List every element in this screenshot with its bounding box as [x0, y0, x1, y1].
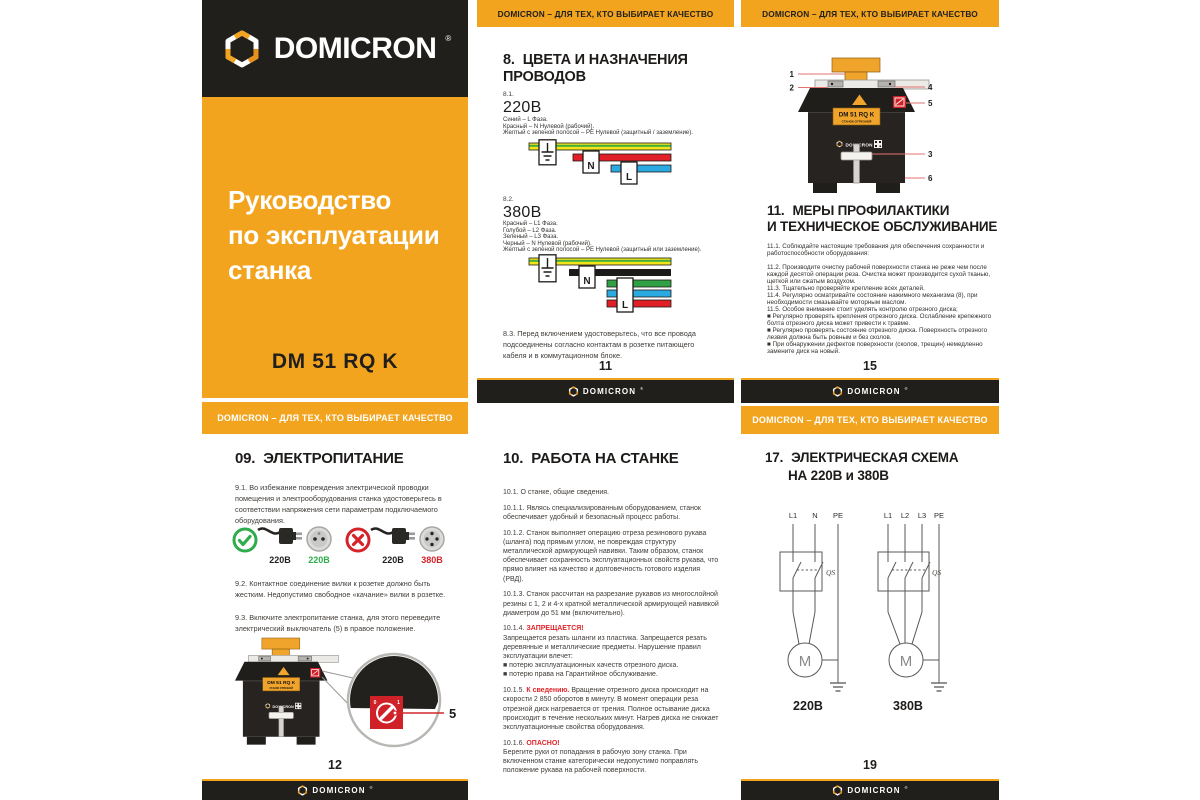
plug-icon	[258, 528, 280, 533]
paragraph-9-1: 9.1. Во избежание повреждения электрической проводки помещения и электрооборудования станка удостоверьтесь в соответствии напряжения сети параметрам подключаемого оборудования.	[235, 483, 442, 525]
registered-mark: ®	[445, 34, 452, 43]
page-number: 19	[863, 758, 877, 772]
section-8-heading-line2: ПРОВОДОВ	[503, 69, 586, 85]
callout-1: 1	[789, 70, 794, 79]
page-footer: DOMICRON ®	[741, 378, 999, 403]
callout-3: 3	[928, 150, 933, 159]
bullet-11-5c: ■ При обнаружении дефектов поверхности (сколов, трещин) немедленно замените диск на новый.	[767, 341, 983, 355]
domicron-logo-icon	[832, 386, 843, 397]
schematic-caption-220: 220В	[793, 699, 823, 713]
schematic-label-pe: PE	[933, 511, 945, 520]
paragraph-9-2: 9.2. Контактное соединение вилки к розетке должно быть жестким. Недопустимо свободное «качание» вилки в розетке.	[235, 579, 446, 599]
section-8-heading: 8. ЦВЕТА И НАЗНАЧЕНИЯ	[503, 52, 688, 68]
model-name: DM 51 RQ K	[271, 350, 399, 373]
section-10-heading: 10. РАБОТА НА СТАНКЕ	[503, 450, 679, 467]
page-footer: DOMICRON ®	[477, 378, 734, 403]
tagline-bar	[202, 402, 468, 434]
bullet-10-1-4a: ■ потерю эксплуатационных качеств отрезного диска.	[503, 662, 679, 670]
paragraph-10-1-2: 10.1.2. Станок выполняет операцию отреза резинового рукава (шланга) под прямым углом, не повреждая структуру металлической армирующей навивки. Таким образом, станок обеспечивает сохранность эксплуатационных свойств рукава, что прямо влияет на качество и долговечность готового изделия (РВД).	[503, 529, 719, 583]
section-11-body	[767, 243, 999, 355]
paragraph-10-1-5: 10.1.5. К сведению. Вращение отрезного диска происходит на скорости 2 850 оборотов в минуту. В момент операции реза отрезной диск нагревается от трения. Полное остывание диска происходит в течение нескольких минут. Нагрев диска не снижает эксплуатационные свойства оборудования.	[503, 687, 719, 731]
v220-title: 220В	[503, 99, 542, 116]
motor-symbol: M	[899, 653, 913, 670]
paragraph-10-1-6: 10.1.6. ОПАСНО! Берегите руки от попадания в рабочую зону станка. При включенном станке категорически недопустимо поправлять положение рукава на рабочей поверхности.	[503, 739, 698, 775]
domicron-logo-icon	[297, 785, 308, 796]
machine-switch-illustration	[202, 636, 468, 766]
paragraph-11-5: 11.5. Особое внимание стоит уделять контролю отрезного диска;	[767, 306, 958, 313]
cover-header	[202, 0, 468, 97]
v220-legend: Синий – L Фаза. Красный – N Нулевой (рабочий). Желтый с зеленой полосой – PE Нулевой (защитный / заземление).	[503, 117, 693, 137]
svg-text:N: N	[583, 276, 591, 287]
voltage-label: 220В	[382, 555, 404, 565]
paragraph-10-1-3: 10.1.3. Станок рассчитан на разрезание рукавов из многослойной резины с 1, 2 и 4-х кратной металлической армирующей навивкой диаметром до 51 мм (включительно).	[503, 591, 719, 617]
schematic-label-l3: L3	[917, 511, 927, 520]
tagline-bar	[477, 0, 734, 27]
switch-on-mark: 1	[397, 700, 400, 706]
column-middle	[477, 0, 734, 800]
section-10-body	[503, 488, 721, 782]
callout-2: 2	[789, 83, 794, 93]
paragraph-8-3: 8.3. Перед включением удостоверьтесь, что все провода подсоединены согласно контактам в розетке питающего кабеля и в коммутационном блоке.	[503, 329, 696, 360]
domicron-logo-icon	[568, 386, 579, 397]
tagline-text: DOMICRON – ДЛЯ ТЕХ, КТО ВЫБИРАЕТ КАЧЕСТВО	[217, 413, 453, 423]
cover-page	[202, 97, 468, 398]
voltage-label: 220В	[308, 555, 330, 565]
bullet-11-5b: ■ Регулярно проверять состояние отрезного диска. Поверхность отрезного лезвия должна быть ровным и без сколов.	[767, 327, 988, 341]
page-footer: DOMICRON ®	[202, 779, 468, 800]
schematic-label-qs: QS	[932, 568, 942, 577]
brand-wordmark: DOMICRON	[273, 31, 437, 65]
clause-8-1: 8.1.	[503, 91, 514, 98]
domicron-logo-icon	[832, 785, 843, 796]
v380-title: 380В	[503, 204, 542, 221]
schematic-label-n: N	[812, 511, 818, 520]
callout-5: 5	[928, 99, 933, 108]
column-cover	[202, 0, 468, 800]
cover-title-line: по эксплуатации	[228, 220, 440, 250]
schematic-label-qs: QS	[826, 568, 836, 577]
section-17-heading: 17. ЭЛЕКТРИЧЕСКАЯ СХЕМА	[765, 450, 959, 465]
svg-text:L: L	[625, 172, 633, 183]
electric-schematic	[741, 500, 999, 715]
cover-title-line: Руководство	[228, 185, 392, 215]
callout-4: 4	[928, 83, 933, 92]
schematic-label-pe: PE	[832, 511, 844, 520]
callout-6: 6	[928, 174, 933, 183]
section-9-heading: 09. ЭЛЕКТРОПИТАНИЕ	[235, 450, 404, 467]
section-11-heading: 11. МЕРЫ ПРОФИЛАКТИКИ	[767, 203, 950, 218]
schematic-label-l1: L1	[883, 511, 893, 520]
paragraph-11-1: 11.1. Соблюдайте настоящие требования для обеспечения сохранности и работоспособности оборудования:	[767, 243, 985, 257]
wire-l-blue	[611, 165, 671, 172]
wire-diagram-220	[525, 139, 677, 187]
tagline-text: DOMICRON – ДЛЯ ТЕХ, КТО ВЫБИРАЕТ КАЧЕСТВО	[752, 415, 988, 425]
clause-8-2: 8.2.	[503, 196, 514, 203]
cover-title-line: станка	[228, 255, 312, 285]
tagline-text: DOMICRON – ДЛЯ ТЕХ, КТО ВЫБИРАЕТ КАЧЕСТВО	[497, 8, 714, 19]
svg-text:N: N	[587, 161, 595, 172]
domicron-logo-icon	[219, 26, 265, 72]
schematic-label-l1: L1	[788, 511, 798, 520]
schematic-label-l2: L2	[900, 511, 910, 520]
paragraph-9-3: 9.3. Включите электропитание станка, для этого переведите электрический выключатель (5) в правое положение.	[235, 613, 441, 633]
plug-icon	[371, 528, 393, 533]
page-number: 12	[328, 758, 342, 772]
section-17-heading-line2: НА 220В и 380В	[788, 468, 889, 483]
switch-off-mark: 0	[373, 700, 377, 706]
section-11-heading-line2: И ТЕХНИЧЕСКОЕ ОБСЛУЖИВАНИЕ	[767, 219, 998, 234]
bullet-10-1-4b: ■ потерю права на Гарантийное обслуживание.	[503, 671, 658, 679]
paragraph-10-1: 10.1. О станке, общие сведения.	[503, 489, 609, 496]
bullet-11-5a: ■ Регулярно проверять крепления отрезного диска. Ослабление крепежного болта отрезного диска может привести к травме.	[767, 313, 992, 327]
paragraph-11-4: 11.4. Регулярно осматривайте состояние нажимного механизма (8), при необходимости смазывайте моторным маслом.	[767, 292, 978, 306]
paragraph-10-1-4: 10.1.4. ЗАПРЕЩАЕТСЯ! Запрещается резать шланги из пластика. Запрещается резать деревянные и металлические предметы. Нарушение правил эксплуатации влечет:	[503, 625, 707, 661]
tagline-text: DOMICRON – ДЛЯ ТЕХ, КТО ВЫБИРАЕТ КАЧЕСТВО	[762, 8, 978, 19]
callout-5: 5	[449, 706, 457, 721]
page-footer: DOMICRON ®	[741, 779, 999, 800]
tagline-bar	[741, 406, 999, 434]
voltage-label: 380В	[421, 555, 443, 565]
page-number: 15	[863, 359, 877, 373]
voltage-label: 220В	[269, 555, 291, 565]
machine-callout-illustration	[741, 48, 999, 198]
svg-text:L: L	[621, 300, 629, 311]
power-compatibility-icons	[232, 524, 448, 566]
schematic-caption-380: 380В	[893, 699, 923, 713]
paragraph-10-1-1: 10.1.1. Являсь специализированным оборудованием, станок обеспечивает удобный и безопасный процесс работы.	[503, 504, 701, 521]
tagline-bar	[741, 0, 999, 27]
v380-legend: Красный – L1 Фаза. Голубой – L2 Фаза. Зеленый – L3 Фаза. Черный – N Нулевой (рабочий). Желтый с зеленой полосой – PE Нулевой (защитный или заземление).	[503, 221, 702, 254]
paragraph-11-3: 11.3. Тщательно проверяйте крепление всех деталей.	[767, 285, 925, 292]
column-right	[741, 0, 999, 800]
paragraph-11-2: 11.2. Производите очистку рабочей поверхности станка не реже чем после каждой десятой операции реза. Очистка может производится сухой тканью, щеткой или сжатым воздухом.	[767, 264, 991, 285]
wire-diagram-380	[525, 254, 677, 320]
cover-title	[228, 183, 439, 288]
motor-symbol: M	[798, 653, 812, 670]
page-number: 11	[598, 359, 613, 373]
